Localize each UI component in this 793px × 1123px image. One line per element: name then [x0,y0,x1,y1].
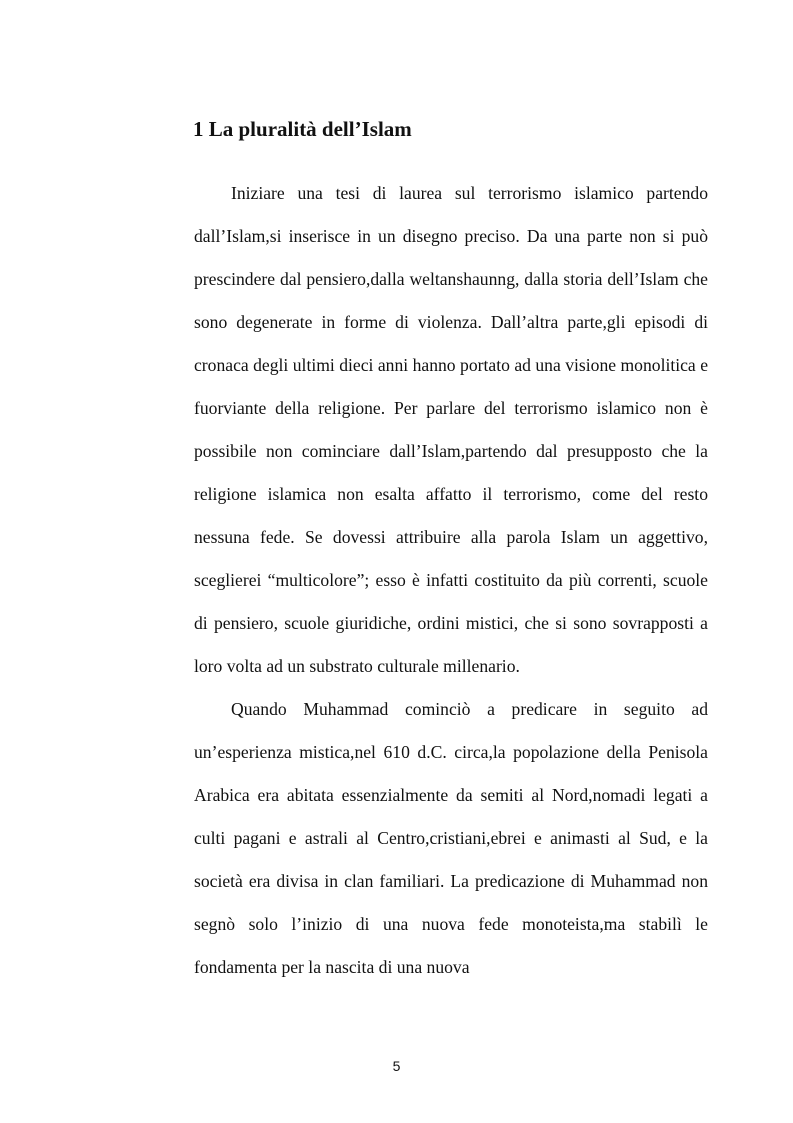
body-text [194,172,708,989]
chapter-title: 1 La pluralità dell’Islam [193,117,412,141]
paragraph: Iniziare una tesi di laurea sul terrorismo islamico partendo dall’Islam,si inserisce in un disegno preciso. Da una parte non si può prescindere dal pensiero,dalla weltanshaunng, dalla storia dell’Islam che sono degenerate in forme di violenza. Dall’altra parte,gli episodi di cronaca degli ultimi dieci anni hanno portato ad una visione monolitica e fuorviante della religione. Per parlare del terrorismo islamico non è possibile non cominciare dall’Islam,partendo dal presupposto che la religione islamica non esalta affatto il terrorismo, come del resto nessuna fede. Se dovessi attribuire alla parola Islam un aggettivo, sceglierei “multicolore”; esso è infatti costituito da più correnti, scuole di pensiero, scuole giuridiche, ordini mistici, che si sono sovrapposti a loro volta ad un substrato culturale millenario. [194,183,708,676]
page-number: 5 [392,1058,401,1074]
paragraph: Quando Muhammad cominciò a predicare in seguito ad un’esperienza mistica,nel 610 d.C. circa,la popolazione della Penisola Arabica era abitata essenzialmente da semiti al Nord,nomadi legati a culti pagani e astrali al Centro,cristiani,ebrei e animasti al Sud, e la società era divisa in clan familiari. La predicazione di Muhammad non segnò solo l’inizio di una nuova fede monoteista,ma stabilì le fondamenta per la nascita di una nuova [194,699,708,977]
